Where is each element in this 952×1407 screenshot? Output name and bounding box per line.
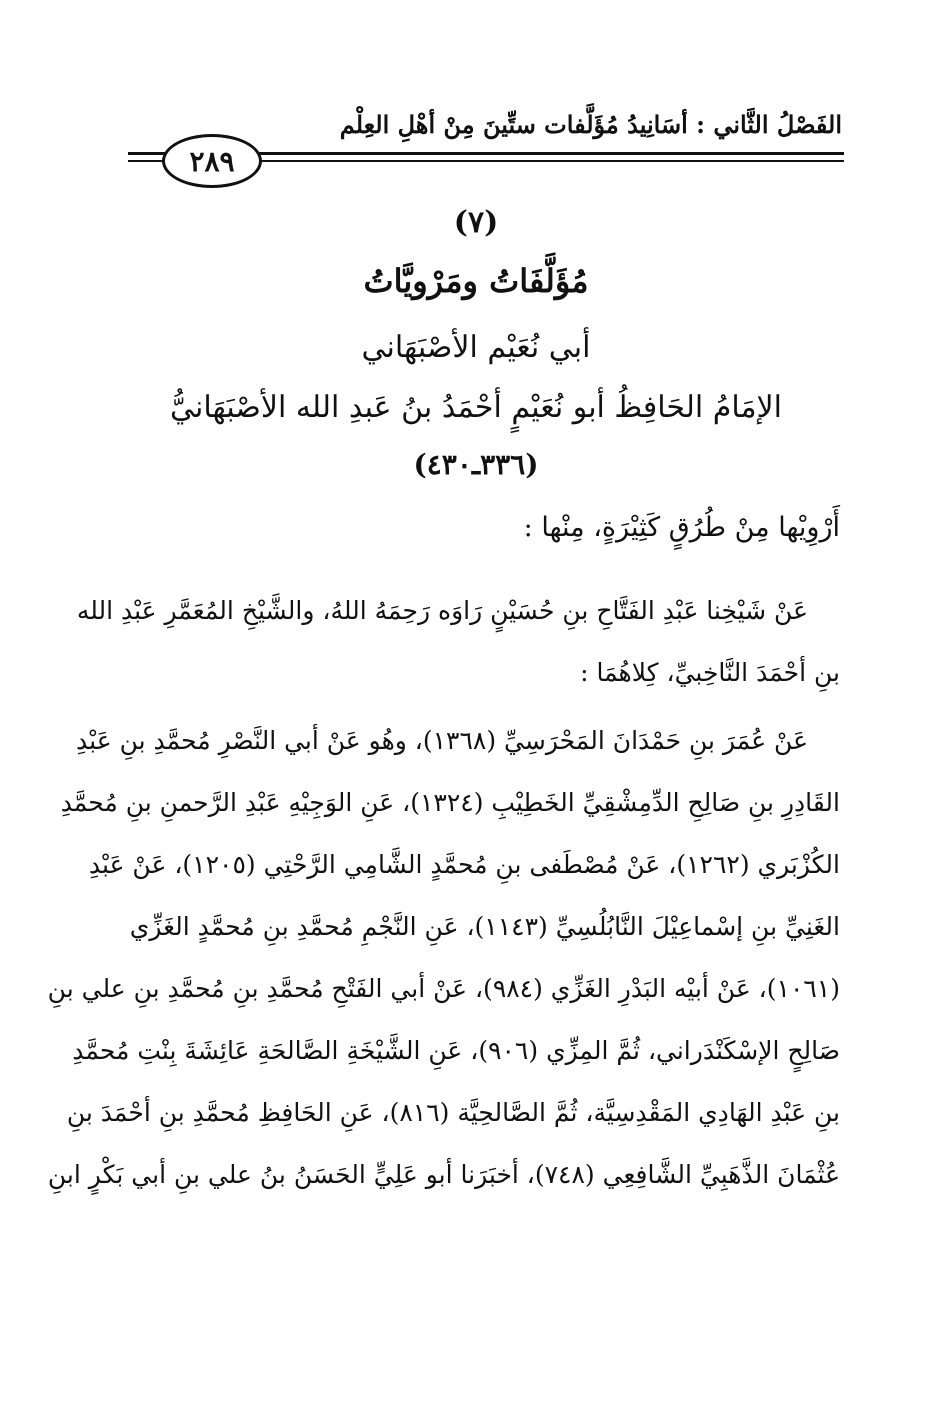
author-full-name: الإمَامُ الحَافِظُ أبو نُعَيْمٍ أحْمَدُ بنُ عَبدِ الله الأصْبَهَانيُّ bbox=[170, 390, 782, 425]
section-title: مُؤَلَّفَاتُ ومَرْويَّاتُ bbox=[363, 262, 589, 300]
page-number-badge: ٢٨٩ bbox=[162, 134, 262, 188]
paragraph-line: الكُزْبَري (١٢٦٢)، عَنْ مُصْطَفى بنِ مُحمَّدٍ الشَّامِي الرَّحْتِي (١٢٠٥)، عَنْ عَبْدِ bbox=[88, 850, 840, 879]
paragraph-line: عَنْ شَيْخِنا عَبْدِ الفَتَّاحِ بنِ حُسَيْنٍ رَاوَه رَحِمَهُ اللهُ، والشَّيْخِ المُعَمَّرِ عَبْدِ الله bbox=[76, 596, 808, 625]
paragraph-line: بنِ أحْمَدَ النَّاخِبيِّ، كِلاهُمَا : bbox=[580, 658, 840, 687]
author-short-name: أبي نُعَيْم الأصْبَهَاني bbox=[361, 330, 591, 365]
intro-line: أَرْوِيْها مِنْ طُرُقٍ كَثِيْرَةٍ، مِنْها : bbox=[523, 512, 840, 543]
paragraph-line: الغَنِيِّ بنِ إسْماعِيْلَ النَّابُلُسِيِّ (١١٤٣)، عَنِ النَّجْمِ مُحمَّدِ بنِ مُحمَّدٍ الغَزِّي bbox=[129, 912, 840, 941]
paragraph-1 bbox=[76, 580, 840, 704]
paragraph-line: صَالِحٍ الإسْكَنْدَراني، ثُمَّ المِزِّي (٩٠٦)، عَنِ الشَّيْخَةِ الصَّالحَةِ عَائِشَةَ بِنْتِ مُحمَّدِ bbox=[72, 1036, 840, 1065]
paragraph-2 bbox=[47, 710, 840, 1206]
paragraph-line: بنِ عَبْدِ الهَادِي المَقْدِسِيَّة، ثُمَّ الصَّالحِيَّة (٨١٦)، عَنِ الحَافِظِ مُحمَّدِ بنِ أحْمَدَ بنِ bbox=[66, 1098, 840, 1127]
section-number: (٧) bbox=[453, 205, 499, 240]
paragraph-line: عُثْمَانَ الذَّهَبِيِّ الشَّافِعِي (٧٤٨)، أخبَرَنا أبو عَلِيٍّ الحَسَنُ بنُ علي بنِ أبي بَكْرٍ ابنِ bbox=[47, 1160, 840, 1189]
paragraph-line: (١٠٦١)، عَنْ أبيْه البَدْرِ الغَزِّي (٩٨٤)، عَنْ أبي الفَتْحِ مُحمَّدِ بنِ مُحمَّدِ بنِ علي بنِ bbox=[47, 974, 840, 1003]
paragraph-line: عَنْ عُمَرَ بنِ حَمْدَانَ المَحْرَسِيِّ (١٣٦٨)، وهُو عَنْ أبي النَّصْرِ مُحمَّدِ بنِ عَبْدِ bbox=[76, 726, 808, 755]
author-years: (٣٣٦ـ٤٣٠) bbox=[413, 448, 539, 481]
running-header-title: الفَصْلُ الثَّاني : أسَانِيدُ مُؤَلَّفات ستِّينَ مِنْ أهْلِ العِلْم bbox=[339, 110, 842, 139]
paragraph-line: القَادِرِ بنِ صَالِحِ الدِّمِشْقِيِّ الخَطِيْبِ (١٣٢٤)، عَنِ الوَجِيْهِ عَبْدِ الرَّحمنِ بنِ مُحمَّدِ bbox=[60, 788, 840, 817]
